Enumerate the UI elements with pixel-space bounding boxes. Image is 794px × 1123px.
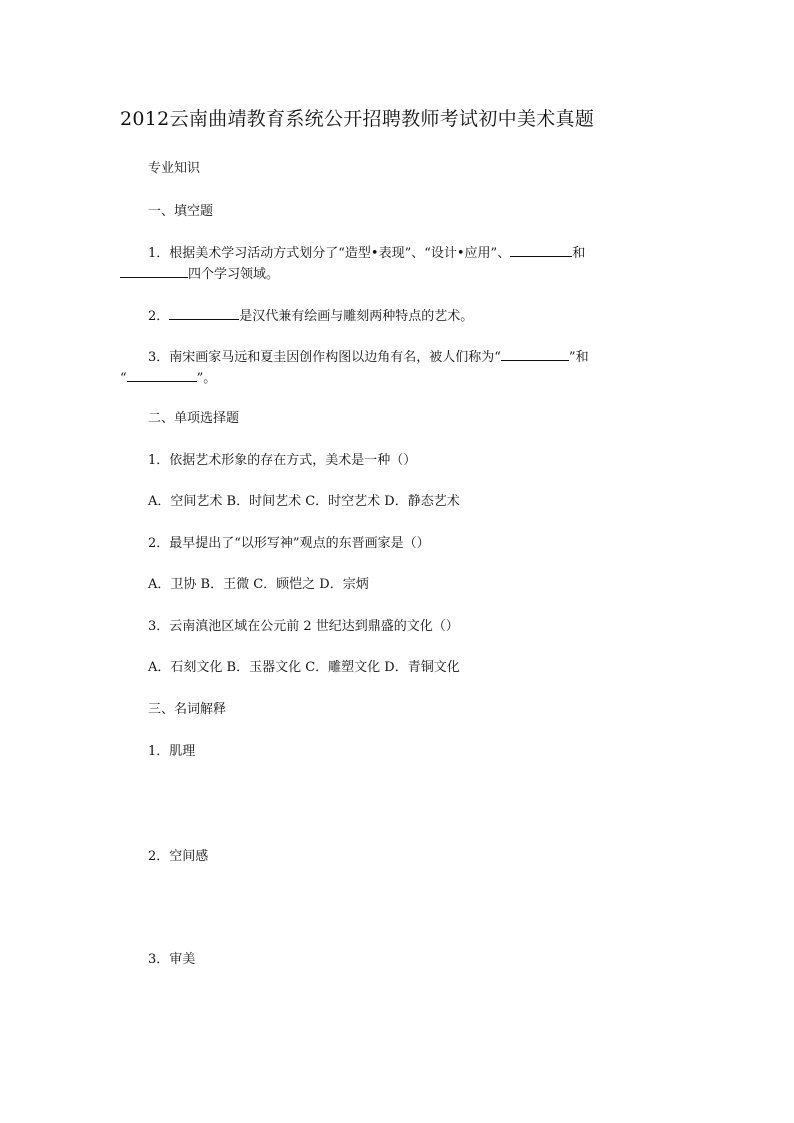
question-fill-1-line2 xyxy=(120,265,279,284)
section-heading-term-explanation: 三、名词解释 xyxy=(148,702,227,717)
question-fill-3-line2 xyxy=(120,369,216,388)
answer-blank xyxy=(501,348,569,361)
term-question-3: 3．审美 xyxy=(148,952,196,967)
question-choice-2-options: A．卫协 B．王微 C．顾恺之 D．宗炳 xyxy=(148,577,369,592)
question-fill-2-prefix: 2． xyxy=(148,309,170,324)
section-heading-single-choice: 二、单项选择题 xyxy=(148,411,240,426)
question-fill-1-prefix: 1．根据美术学习活动方式划分了“造型•表现”、“设计•应用”、 xyxy=(148,246,511,261)
question-choice-1: 1．依据艺术形象的存在方式，美术是一种（） xyxy=(148,453,417,468)
answer-blank xyxy=(120,265,188,278)
question-fill-2 xyxy=(148,307,473,326)
page-title: 2012云南曲靖教育系统公开招聘教师考试初中美术真题 xyxy=(120,108,595,130)
section-heading-fill-blank: 一、填空题 xyxy=(148,204,214,219)
question-fill-3-prefix: 3．南宋画家马远和夏圭因创作构图以边角有名，被人们称为“ xyxy=(148,350,501,365)
answer-blank xyxy=(127,369,197,382)
answer-blank xyxy=(510,244,572,257)
question-fill-1-suffix: 四个学习领域。 xyxy=(188,267,280,282)
subject-label: 专业知识 xyxy=(148,161,201,176)
question-fill-3-close: ”。 xyxy=(196,371,217,386)
question-fill-3-open: “ xyxy=(120,371,127,386)
question-choice-1-options: A．空间艺术 B．时间艺术 C．时空艺术 D．静态艺术 xyxy=(148,494,460,509)
term-question-2: 2．空间感 xyxy=(148,849,209,864)
answer-blank xyxy=(169,307,239,320)
question-fill-1-mid: 和 xyxy=(572,246,586,261)
question-choice-3-options: A．石刻文化 B．玉器文化 C．雕塑文化 D．青铜文化 xyxy=(148,660,460,675)
term-question-1: 1．肌理 xyxy=(148,744,196,759)
question-fill-1-line1 xyxy=(148,244,585,263)
question-fill-3-mid: ”和 xyxy=(568,350,589,365)
question-fill-2-suffix: 是汉代兼有绘画与雕刻两种特点的艺术。 xyxy=(239,309,474,324)
question-choice-3: 3．云南滇池区域在公元前 2 世纪达到鼎盛的文化（） xyxy=(148,619,459,634)
question-choice-2: 2．最早提出了“以形写神”观点的东晋画家是（） xyxy=(148,536,430,551)
question-fill-3-line1 xyxy=(148,348,589,367)
